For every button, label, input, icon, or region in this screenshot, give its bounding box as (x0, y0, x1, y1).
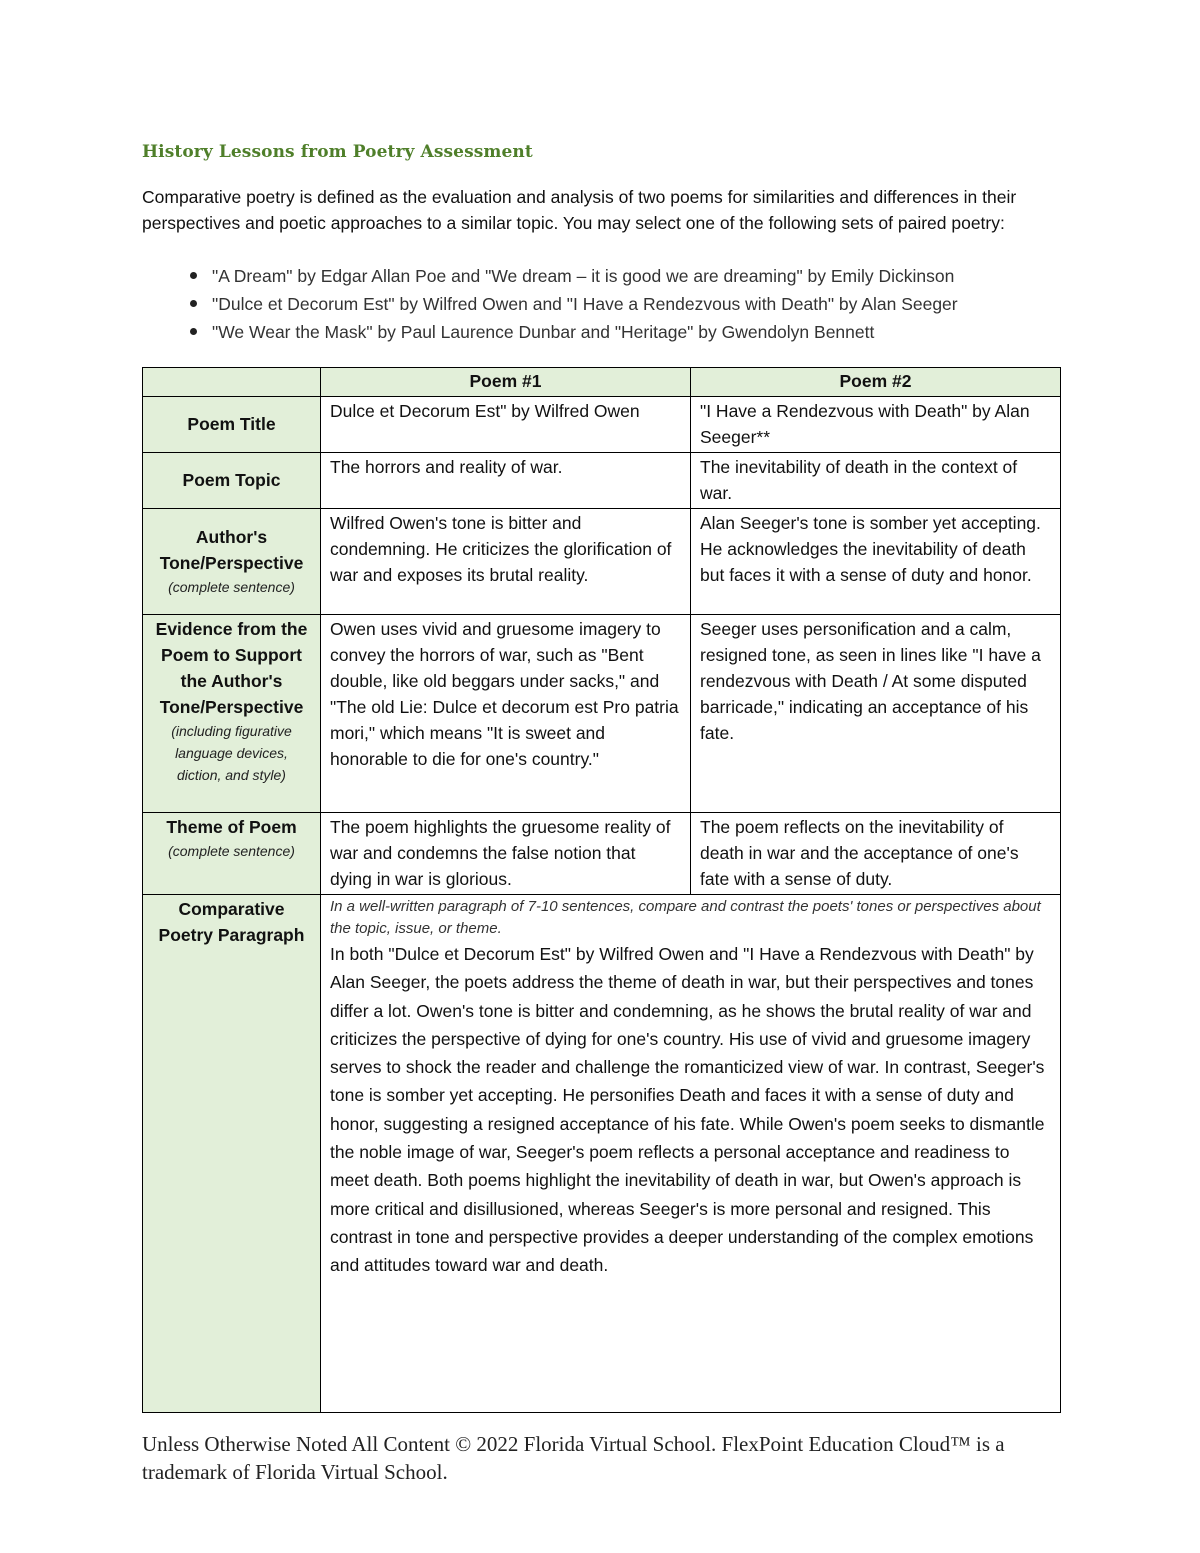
poem2-theme-cell: The poem reflects on the inevitability of death in war and the acceptance of one's fate with a sense of duty. (691, 813, 1061, 895)
header-poem-1: Poem #1 (321, 368, 691, 397)
table-row (143, 895, 1061, 1413)
list-item: "A Dream" by Edgar Allan Poe and "We dream – it is good we are dreaming" by Emily Dickinson (190, 262, 958, 290)
intro-paragraph: Comparative poetry is defined as the evaluation and analysis of two poems for similarities and differences in their perspectives and poetic approaches to a similar topic. You may select one of the following sets of paired poetry: (142, 187, 1017, 233)
poem1-theme-cell: The poem highlights the gruesome reality of war and condemns the false notion that dying in war is glorious. (321, 813, 691, 895)
row-label-tone-note: (complete sentence) (168, 579, 295, 595)
row-label-evidence (143, 615, 321, 813)
row-label-theme (143, 813, 321, 895)
row-label-evidence-note: (including figurative language devices, diction, and style) (171, 723, 292, 783)
list-item: "We Wear the Mask" by Paul Laurence Dunbar and "Heritage" by Gwendolyn Bennett (190, 318, 958, 346)
poem2-title-cell: "I Have a Rendezvous with Death" by Alan Seeger** (691, 397, 1061, 453)
poem1-topic-cell: The horrors and reality of war. (321, 453, 691, 509)
row-label-tone-text: Author's Tone/Perspective (159, 527, 304, 573)
row-label-tone (143, 509, 321, 615)
poem1-tone-cell: Wilfred Owen's tone is bitter and condemning. He criticizes the glorification of war and exposes its brutal reality. (321, 509, 691, 615)
row-label-theme-note: (complete sentence) (168, 843, 295, 859)
poem2-evidence-cell: Seeger uses personification and a calm, resigned tone, as seen in lines like "I have a rendezvous with Death / At some disputed barricade," indicating an acceptance of his fate. (691, 615, 1061, 813)
poem1-evidence-cell: Owen uses vivid and gruesome imagery to convey the horrors of war, such as "Bent double, like old beggars under sacks," and "The old Lie: Dulce et decorum est Pro patria mori," which means "It is sweet and honorable to die for one's country." (321, 615, 691, 813)
row-label-theme-text: Theme of Poem (166, 817, 297, 837)
page-title: History Lessons from Poetry Assessment (142, 142, 533, 162)
row-label-title: Poem Title (143, 397, 321, 453)
table-row (143, 509, 1061, 615)
header-empty (143, 368, 321, 397)
table-row (143, 397, 1061, 453)
paragraph-prompt: In a well-written paragraph of 7-10 sentences, compare and contrast the poets' tones or perspectives about the topic, issue, or theme. (330, 898, 1041, 937)
comparative-paragraph-text: In both "Dulce et Decorum Est" by Wilfred Owen and "I Have a Rendezvous with Death" by Alan Seeger, the poets address the theme of death in war, but their perspectives and tones differ a lot. Owen's tone is bitter and condemning, as he shows the brutal reality of war and criticizes the perspective of dying for one's country. His use of vivid and gruesome imagery serves to shock the reader and challenge the romanticized view of war. In contrast, Seeger's tone is somber yet accepting. He personifies Death and faces it with a sense of duty and honor, suggesting a resigned acceptance of his fate. While Owen's poem seeks to dismantle the noble image of war, Seeger's poem reflects a personal acceptance and readiness to meet death. Both poems highlight the inevitability of death in war, but Owen's approach is more critical and disillusioned, whereas Seeger's is more personal and resigned. This contrast in tone and perspective provides a deeper understanding of the complex emotions and attitudes toward war and death. (330, 944, 1045, 1276)
table-header-row (143, 368, 1061, 397)
table-row (143, 615, 1061, 813)
poem1-title-cell: Dulce et Decorum Est" by Wilfred Owen (321, 397, 691, 453)
row-label-paragraph: Comparative Poetry Paragraph (143, 895, 321, 1413)
comparison-table (142, 367, 1061, 1413)
poem2-tone-cell: Alan Seeger's tone is somber yet accepting. He acknowledges the inevitability of death but faces it with a sense of duty and honor. (691, 509, 1061, 615)
list-item: "Dulce et Decorum Est" by Wilfred Owen and "I Have a Rendezvous with Death" by Alan Seeger (190, 290, 958, 318)
row-label-topic: Poem Topic (143, 453, 321, 509)
poem-pairs-list (190, 262, 958, 346)
header-poem-2: Poem #2 (691, 368, 1061, 397)
table-row (143, 453, 1061, 509)
comparative-paragraph-cell (321, 895, 1061, 1413)
row-label-evidence-text: Evidence from the Poem to Support the Author's Tone/Perspective (155, 619, 308, 717)
poem2-topic-cell: The inevitability of death in the context of war. (691, 453, 1061, 509)
table-row (143, 813, 1061, 895)
copyright-footer: Unless Otherwise Noted All Content © 2022 Florida Virtual School. FlexPoint Education Cloud™ is a trademark of Florida Virtual School. (142, 1432, 1005, 1484)
